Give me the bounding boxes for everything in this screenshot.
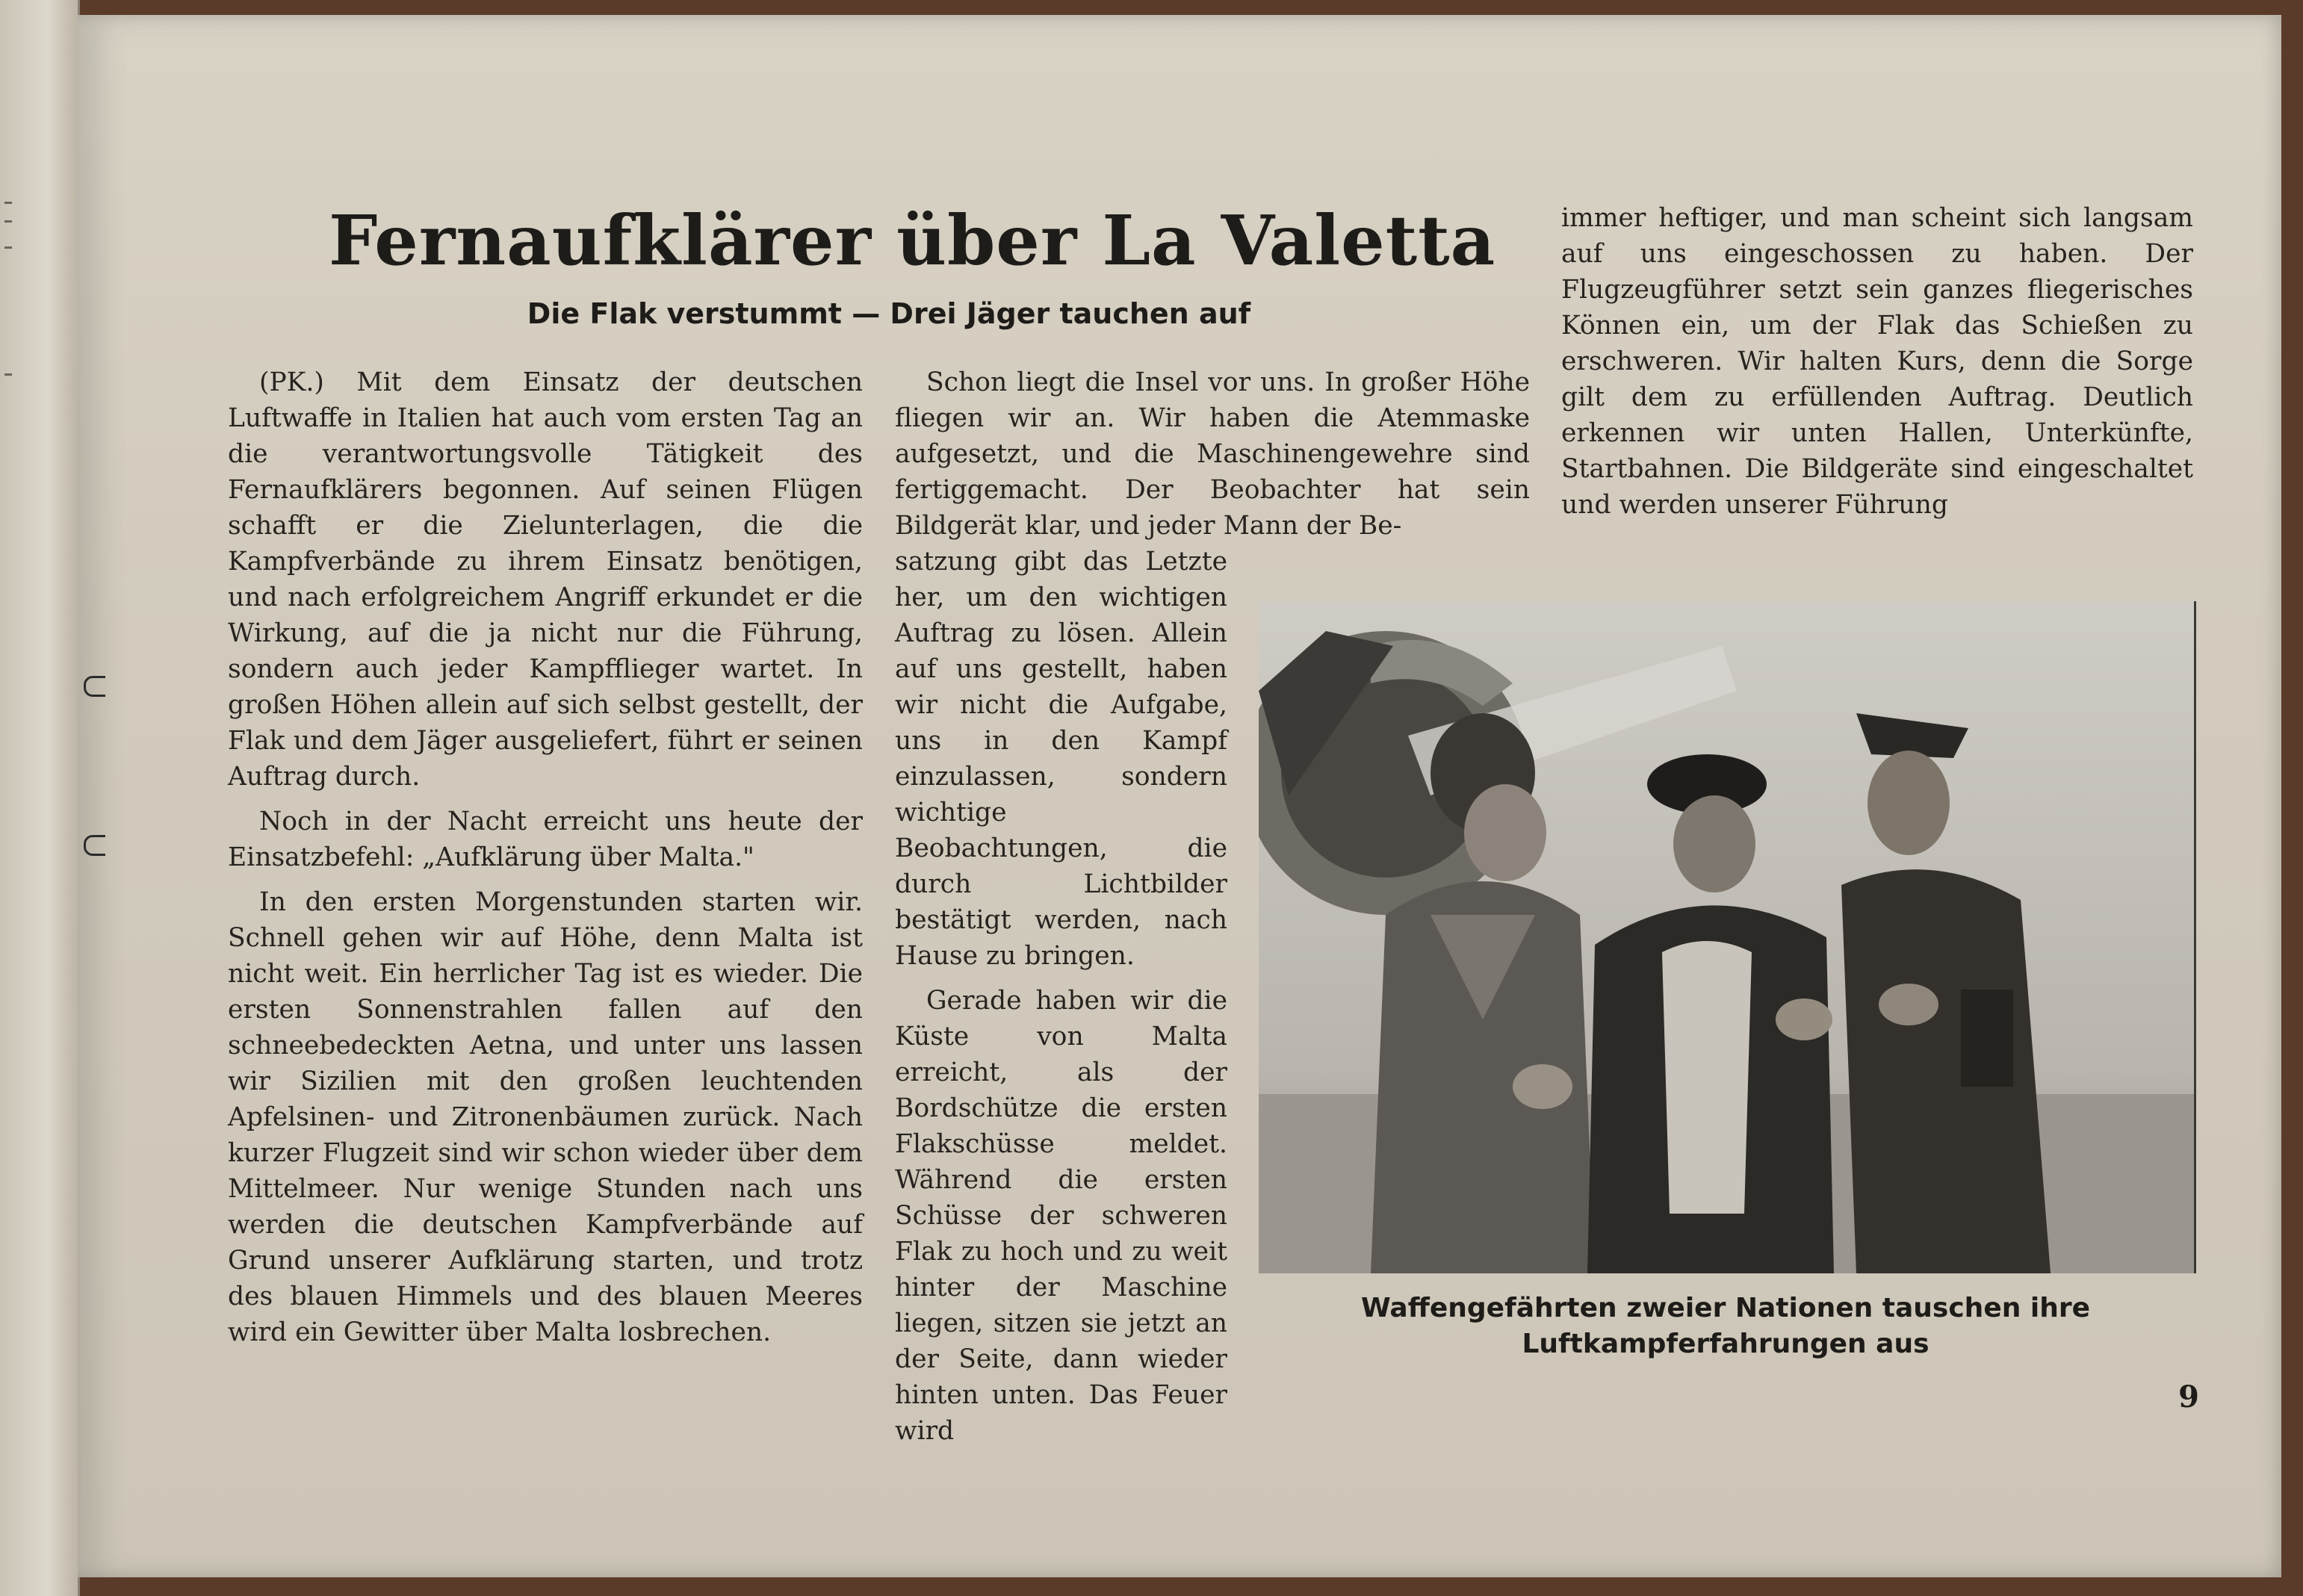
edge-mark	[4, 202, 12, 204]
edge-mark	[4, 373, 12, 376]
staple	[84, 835, 105, 856]
left-text-column	[228, 364, 863, 1350]
edge-mark	[4, 220, 12, 223]
page-number: 9	[2178, 1379, 2199, 1415]
paragraph: In den ersten Morgenstunden starten wir. Schnell gehen wir auf Höhe, denn Malta ist nicht weit. Ein herrlicher Tag ist es wieder. Die ersten Sonnenstrahlen fallen auf den schneebedeckten Aetna, und unter uns lassen wir Sizilien mit den großen leuchtenden Apfelsinen- und Zitronenbäumen zurück. Nach kurzer Flugzeit sind wir schon wieder über dem Mittelmeer. Nur wenige Stunden nach uns werden die deutschen Kampfverbände auf Grund unserer Aufklärung starten, und trotz des blauen Himmels und des blauen Meeres wird ein Gewitter über Malta losbrechen.	[228, 887, 863, 1347]
photograph-airmen	[1259, 601, 2196, 1273]
middle-text-column-top	[895, 364, 1530, 544]
paragraph: satzung gibt das Letzte her, um den wichtigen Auftrag zu lösen. Allein auf uns gestellt, haben wir nicht die Aufgabe, uns in den Kampf einzulassen, sondern wichtige Beobachtungen, die durch Lichtbilder bestätigt werden, nach Hause zu bringen.	[895, 547, 1227, 971]
paragraph: Gerade haben wir die Küste von Malta erreicht, als der Bordschütze die ersten Flakschüsse meldet. Während die ersten Schüsse der schweren Flak zu hoch und zu weit hinter der Maschine liegen, sitzen sie jetzt an der Seite, dann wieder hinten unten. Das Feuer wird	[895, 986, 1227, 1446]
article-subtitle: Die Flak verstummt — Drei Jäger tauchen auf	[527, 297, 1251, 330]
left-page-edge	[0, 0, 80, 1596]
edge-mark	[4, 246, 12, 249]
photo-illustration	[1259, 601, 2194, 1273]
paragraph: immer heftiger, und man scheint sich langsam auf uns eingeschossen zu haben. Der Flugzeugführer setzt sein ganzes fliegerisches Können ein, um der Flak das Schießen zu erschweren. Wir halten Kurs, denn die Sorge gilt dem zu erfüllenden Auftrag. Deutlich erkennen wir unten Hallen, Unterkünfte, Startbahnen. Die Bildgeräte sind eingeschaltet und werden unserer Führung	[1561, 203, 2193, 520]
paragraph: Schon liegt die Insel vor uns. In großer Höhe fliegen wir an. Wir haben die Atemmaske aufgesetzt, und die Maschinengewehre sind fertiggemacht. Der Beobachter hat sein Bildgerät klar, und jeder Mann der Be-	[895, 367, 1530, 541]
staple	[84, 676, 105, 697]
middle-text-column-bottom	[895, 544, 1227, 1449]
right-text-column	[1561, 200, 2193, 523]
photo-caption: Waffengefährten zweier Nationen tauschen ihre Luftkampferfahrungen aus	[1360, 1293, 2091, 1359]
paragraph: (PK.) Mit dem Einsatz der deutschen Luftwaffe in Italien hat auch vom ersten Tag an die verantwortungsvolle Tätigkeit des Fernaufklärers begonnen. Auf seinen Flügen schafft er die Zielunterlagen, die die Kampfverbände zu ihrem Einsatz benötigen, und nach erfolgreichem Angriff erkundet er die Wirkung, auf die ja nicht nur die Führung, sondern auch jeder Kampfflieger wartet. In großen Höhen allein auf sich selbst gestellt, der Flak und dem Jäger ausgeliefert, führt er seinen Auftrag durch.	[228, 367, 863, 792]
paragraph: Noch in der Nacht erreicht uns heute der Einsatzbefehl: „Aufklärung über Malta."	[228, 807, 863, 872]
article-title: Fernaufklärer über La Valetta	[329, 200, 1496, 281]
